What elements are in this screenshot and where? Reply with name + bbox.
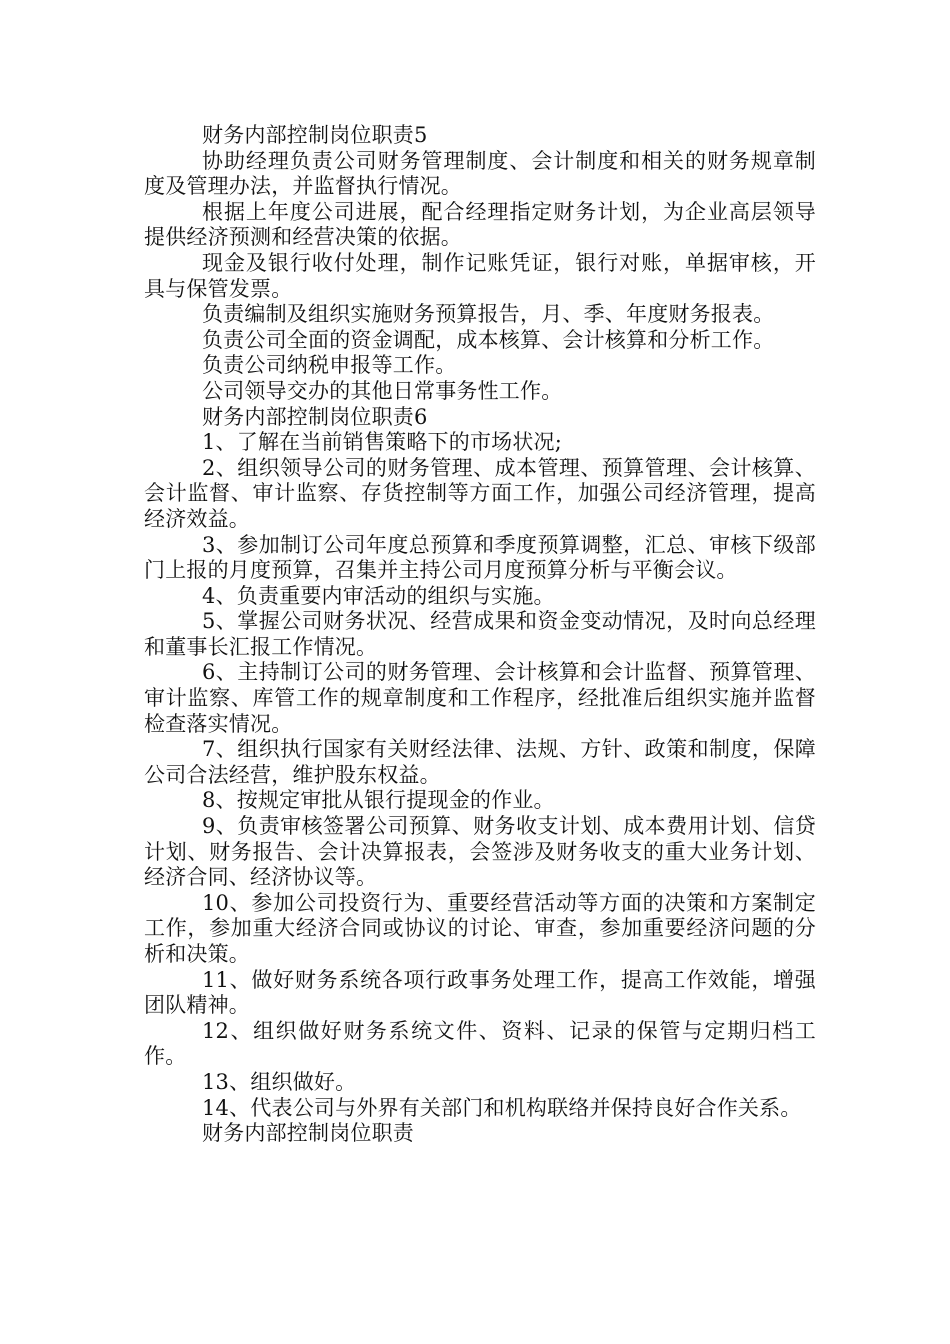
list-item: 10、参加公司投资行为、重要经营活动等方面的决策和方案制定工作，参加重大经济合同或协议的讨论、审查，参加重要经济问题的分析和决策。 [144, 890, 816, 966]
list-item: 13、组织做好。 [202, 1069, 357, 1094]
list-item: 11、做好财务系统各项行政事务处理工作，提高工作效能，增强团队精神。 [144, 967, 816, 1018]
list-item: 6、主持制订公司的财务管理、会计核算和会计监督、预算管理、审计监察、库管工作的规章制度和工作程序，经批准后组织实施并监督检查落实情况。 [144, 660, 816, 736]
list-item: 12、组织做好财务系统文件、资料、记录的保管与定期归档工作。 [144, 1018, 816, 1069]
list-item: 2、组织领导公司的财务管理、成本管理、预算管理、会计核算、会计监督、审计监察、存货控制等方面工作，加强公司经济管理，提高经济效益。 [144, 455, 816, 531]
section-heading: 财务内部控制岗位职责 [202, 1121, 414, 1146]
list-item: 5、掌握公司财务状况、经营成果和资金变动情况，及时向总经理和董事长汇报工作情况。 [144, 609, 816, 659]
list-item: 3、参加制订公司年度总预算和季度预算调整，汇总、审核下级部门上报的月度预算，召集并主持公司月度预算分析与平衡会议。 [144, 532, 816, 583]
list-item: 14、代表公司与外界有关部门和机构联络并保持良好合作关系。 [202, 1095, 802, 1120]
list-item: 7、组织执行国家有关财经法律、法规、方针、政策和制度，保障公司合法经营，维护股东权益。 [144, 737, 816, 787]
paragraph: 协助经理负责公司财务管理制度、会计制度和相关的财务规章制度及管理办法，并监督执行情况。 [144, 148, 816, 199]
paragraph: 负责编制及组织实施财务预算报告，月、季、年度财务报表。 [202, 302, 775, 327]
section-heading-5: 财务内部控制岗位职责5 [202, 123, 428, 147]
paragraph: 现金及银行收付处理，制作记账凭证，银行对账，单据审核，开具与保管发票。 [144, 250, 816, 301]
paragraph: 公司领导交办的其他日常事务性工作。 [202, 378, 563, 403]
list-item: 9、负责审核签署公司预算、财务收支计划、成本费用计划、信贷计划、财务报告、会计决算报表，会签涉及财务收支的重大业务计划、经济合同、经济协议等。 [144, 814, 816, 890]
paragraph: 负责公司全面的资金调配，成本核算、会计核算和分析工作。 [202, 327, 775, 352]
paragraph: 根据上年度公司进展，配合经理指定财务计划，为企业高层领导提供经济预测和经营决策的依据。 [144, 199, 816, 250]
list-item: 1、了解在当前销售策略下的市场状况; [202, 430, 563, 455]
list-item: 8、按规定审批从银行提现金的作业。 [202, 788, 555, 813]
document-body [144, 123, 816, 1147]
paragraph: 负责公司纳税申报等工作。 [202, 353, 457, 378]
list-item: 4、负责重要内审活动的组织与实施。 [202, 583, 555, 608]
section-heading-6: 财务内部控制岗位职责6 [202, 404, 428, 429]
